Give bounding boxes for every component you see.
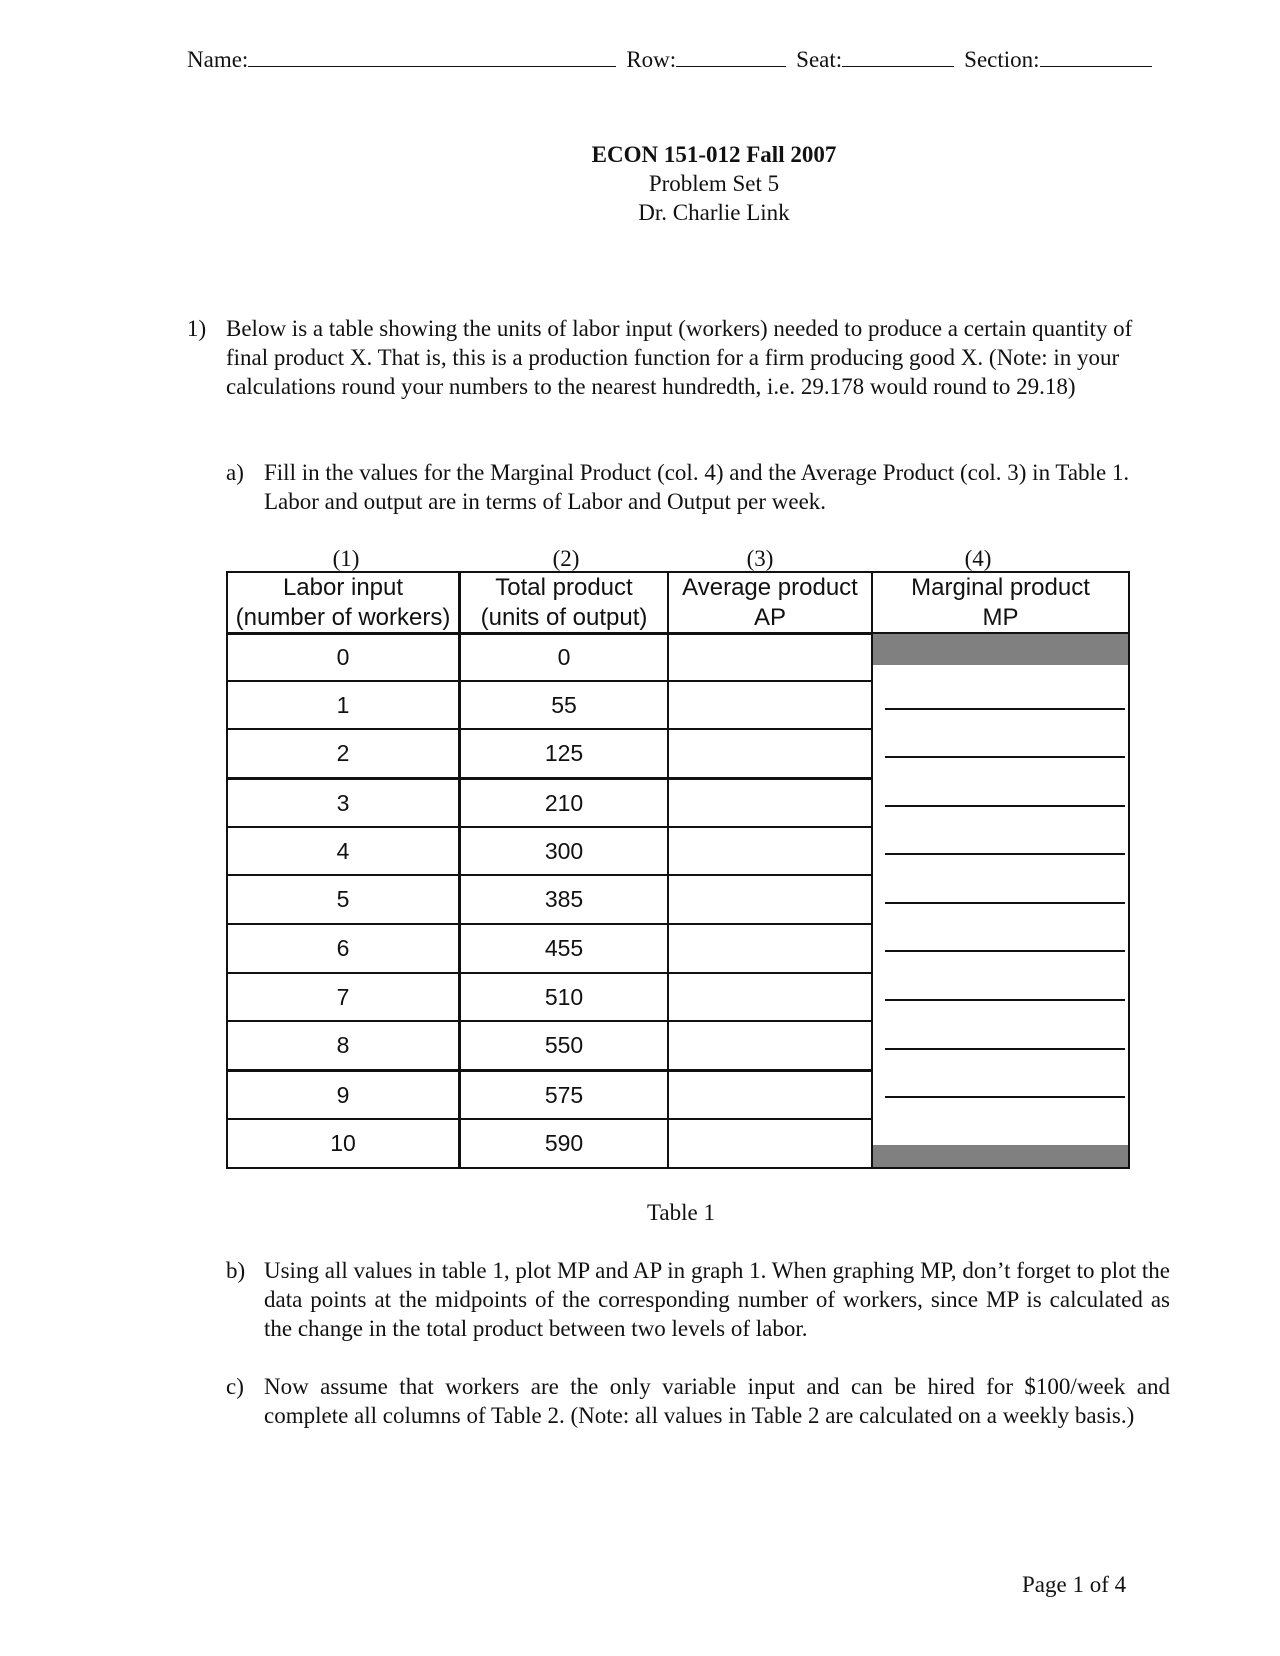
labor-cell: 4 <box>336 838 350 864</box>
problem-set-title: Problem Set 5 <box>648 171 780 196</box>
total-product-cell: 510 <box>544 984 584 1010</box>
title-block <box>0 140 1280 227</box>
labor-cell: 0 <box>336 644 350 670</box>
question-1-text: Below is a table showing the units of labor input (workers) needed to produce a certain quantity of final product X. That is, this is a production function for a firm producing good X. (Note: in your calculations round your numbers to the nearest hundredth, i.e. 29.178 would round to 29.18) <box>226 316 1133 399</box>
student-info-line <box>187 46 1187 73</box>
total-product-cell: 575 <box>544 1082 584 1108</box>
total-product-cell: 550 <box>544 1032 584 1058</box>
row-label: Row: <box>626 47 677 72</box>
section-label: Section: <box>964 47 1040 72</box>
mp-answer-blank[interactable] <box>885 999 1125 1001</box>
question-1-number: 1) <box>187 316 207 341</box>
header-total-product <box>461 573 667 633</box>
column-divider-2 <box>667 571 669 1169</box>
seat-field[interactable] <box>842 46 954 67</box>
labor-cell: 9 <box>336 1082 350 1108</box>
header-ap-line2: AP <box>753 604 786 631</box>
part-a-letter: a) <box>226 460 244 485</box>
labor-cell: 1 <box>336 692 350 718</box>
labor-cell: 8 <box>336 1032 350 1058</box>
total-product-cell: 125 <box>544 740 584 766</box>
column-number-1: (1) <box>332 546 360 571</box>
table-bottom-border <box>226 1167 1130 1169</box>
header-mp-line2: MP <box>982 604 1019 631</box>
total-product-cell: 455 <box>544 935 584 961</box>
total-product-cell: 55 <box>551 692 577 718</box>
seat-label: Seat: <box>796 47 843 72</box>
mp-answer-blank[interactable] <box>885 756 1125 758</box>
mp-answer-blank[interactable] <box>885 853 1125 855</box>
total-product-cell: 385 <box>544 886 584 912</box>
labor-cell: 7 <box>336 984 350 1010</box>
header-tp-line1: Total product <box>495 574 633 601</box>
row-field[interactable] <box>676 46 786 67</box>
mp-shaded-cell-bottom <box>873 1145 1128 1167</box>
labor-cell: 5 <box>336 886 350 912</box>
mp-answer-blank[interactable] <box>885 708 1125 710</box>
total-product-cell: 210 <box>544 790 584 816</box>
header-marginal-product <box>873 573 1128 633</box>
page-number: Page 1 of 4 <box>1022 1572 1127 1597</box>
section-field[interactable] <box>1040 46 1152 67</box>
total-product-cell: 0 <box>557 644 571 670</box>
header-ap-line1: Average product <box>682 574 858 601</box>
labor-cell: 2 <box>336 740 350 766</box>
part-b-letter: b) <box>226 1258 246 1283</box>
column-number-3: (3) <box>746 546 774 571</box>
labor-cell: 6 <box>336 935 350 961</box>
instructor-name: Dr. Charlie Link <box>638 200 790 225</box>
table-right-border <box>1128 571 1130 1169</box>
table-caption: Table 1 <box>646 1200 715 1225</box>
header-labor-line1: Labor input <box>282 574 404 601</box>
column-number-4: (4) <box>964 546 992 571</box>
mp-answer-blank[interactable] <box>885 805 1125 807</box>
part-c-letter: c) <box>226 1374 244 1399</box>
header-tp-line2: (units of output) <box>480 604 648 631</box>
labor-cell: 3 <box>336 790 350 816</box>
header-labor-line2: (number of workers) <box>235 604 451 631</box>
part-a-text: Fill in the values for the Marginal Product (col. 4) and the Average Product (col. 3) in Table 1. Labor and output are in terms of Labor and Output per week. <box>264 460 1130 514</box>
total-product-cell: 590 <box>544 1130 584 1156</box>
name-field[interactable] <box>248 46 616 67</box>
labor-cell: 10 <box>330 1130 356 1156</box>
part-c-text: Now assume that workers are the only variable input and can be hired for $100/week and complete all columns of Table 2. (Note: all values in Table 2 are calculated on a weekly basis.) <box>264 1374 1170 1428</box>
mp-shaded-cell-top <box>873 634 1128 665</box>
mp-answer-blank[interactable] <box>885 1096 1125 1098</box>
total-product-cell: 300 <box>544 838 584 864</box>
column-number-2: (2) <box>552 546 580 571</box>
mp-answer-blank[interactable] <box>885 1048 1125 1050</box>
mp-answer-blank[interactable] <box>885 950 1125 952</box>
header-mp-line1: Marginal product <box>911 574 1090 601</box>
name-label: Name: <box>187 47 249 72</box>
course-title: ECON 151-012 Fall 2007 <box>591 142 837 167</box>
mp-answer-blank[interactable] <box>885 902 1125 904</box>
header-labor-input <box>228 573 458 633</box>
part-b-text: Using all values in table 1, plot MP and AP in graph 1. When graphing MP, don’t forget to plot the data points at the midpoints of the corresponding number of workers, since MP is calculated as the change in the total product between two levels of labor. <box>264 1258 1170 1341</box>
header-average-product <box>669 573 871 633</box>
